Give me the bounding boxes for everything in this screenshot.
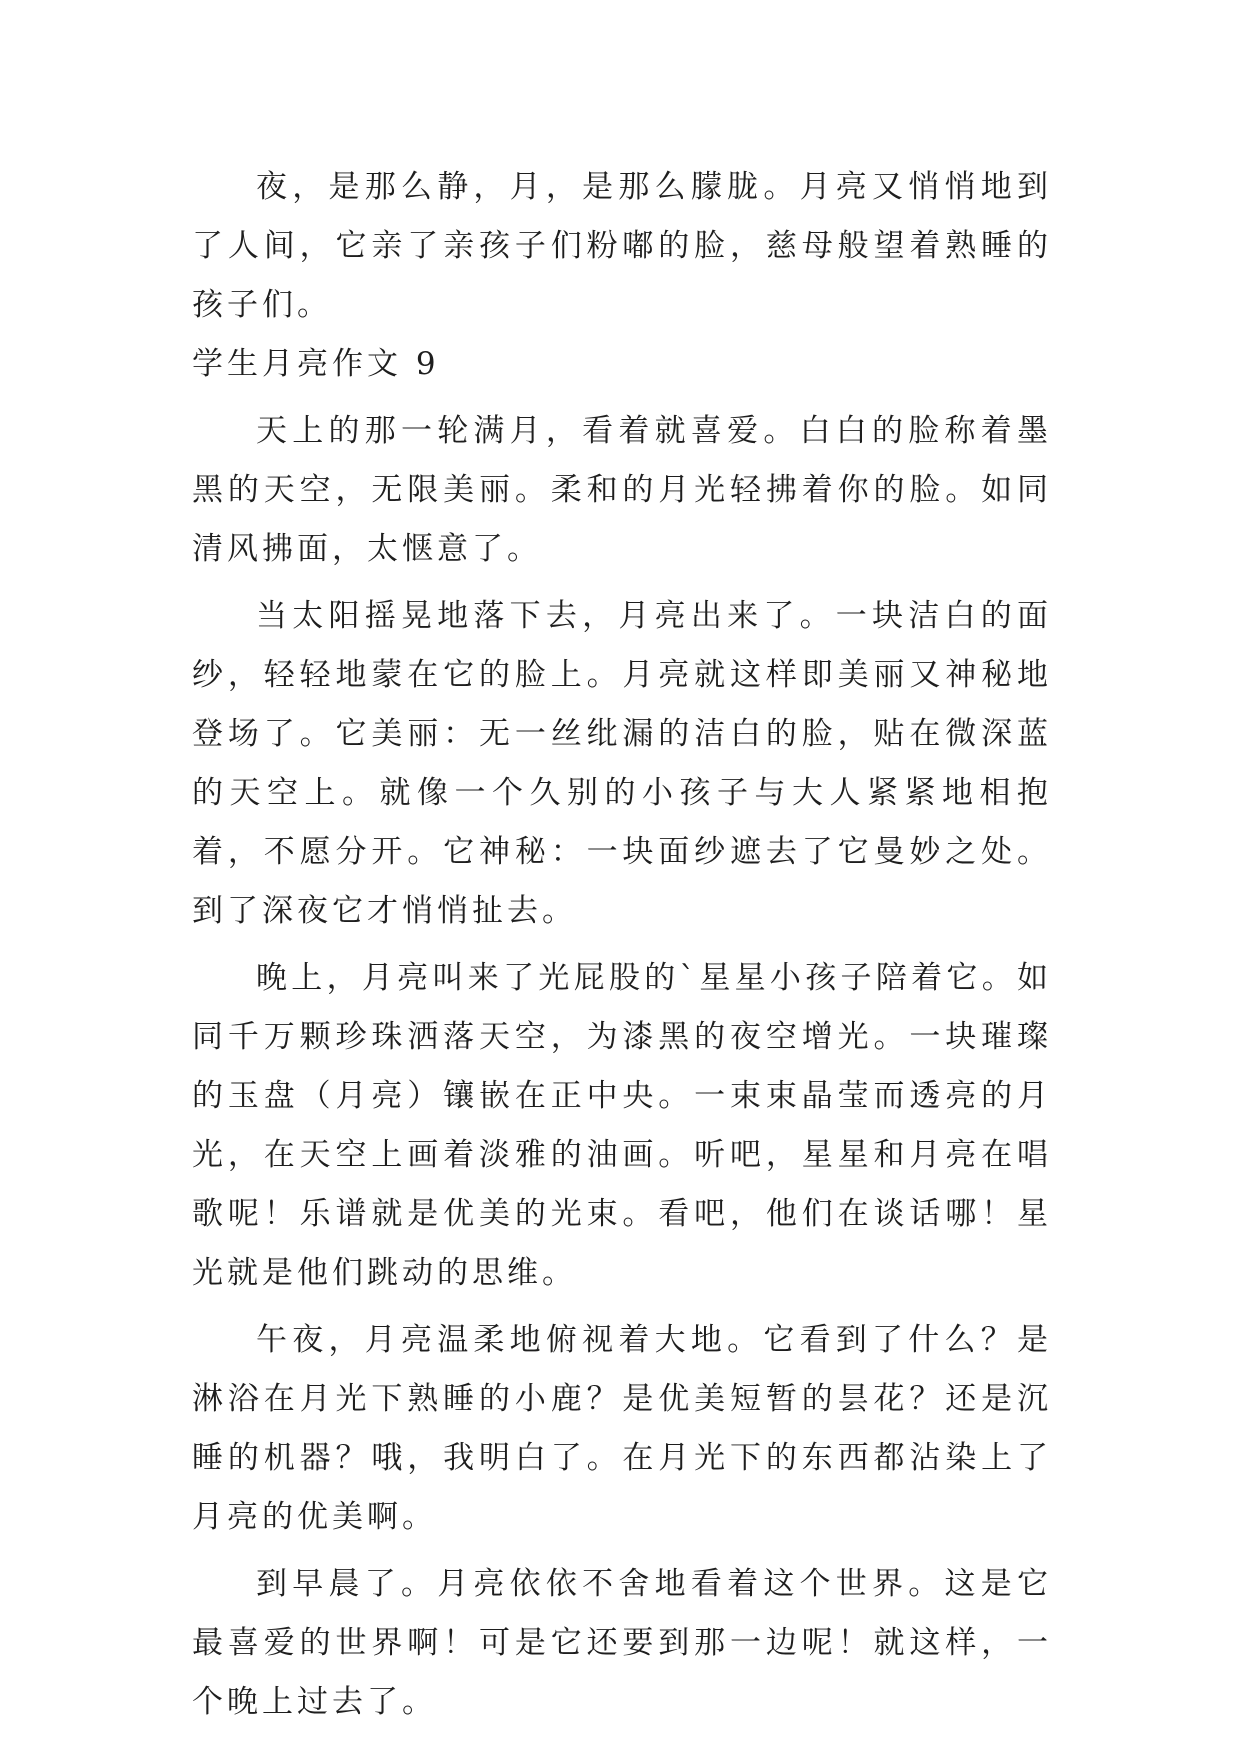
paragraph-1: 夜，是那么静，月，是那么朦胧。月亮又悄悄地到了人间，它亲了亲孩子们粉嘟的脸，慈母般望着熟睡的孩子们。 — [192, 169, 1052, 323]
paragraph-2: 天上的那一轮满月，看着就喜爱。白白的脸称着墨黑的天空，无限美丽。柔和的月光轻拂着你的脸。如同清风拂面，太惬意了。 — [192, 413, 1052, 567]
paragraph-5: 午夜，月亮温柔地俯视着大地。它看到了什么？是淋浴在月光下熟睡的小鹿？是优美短暂的昙花？还是沉睡的机器？哦，我明白了。在月光下的东西都沾染上了月亮的优美啊。 — [192, 1322, 1052, 1535]
document-body — [192, 158, 1052, 1732]
paragraph-4: 晚上，月亮叫来了光屁股的`星星小孩子陪着它。如同千万颗珍珠洒落天空，为漆黑的夜空增光。一块璀璨的玉盘（月亮）镶嵌在正中央。一束束晶莹而透亮的月光，在天空上画着淡雅的油画。听吧，星星和月亮在唱歌呢！乐谱就是优美的光束。看吧，他们在谈话哪！星光就是他们跳动的思维。 — [192, 960, 1052, 1291]
paragraph-6: 到早晨了。月亮依依不舍地看着这个世界。这是它最喜爱的世界啊！可是它还要到那一边呢！就这样，一个晚上过去了。 — [192, 1566, 1052, 1720]
paragraph-3: 当太阳摇晃地落下去，月亮出来了。一块洁白的面纱，轻轻地蒙在它的脸上。月亮就这样即美丽又神秘地登场了。它美丽：无一丝纰漏的洁白的脸，贴在微深蓝的天空上。就像一个久别的小孩子与大人紧紧地相抱着，不愿分开。它神秘：一块面纱遮去了它曼妙之处。到了深夜它才悄悄扯去。 — [192, 598, 1052, 929]
section-heading: 学生月亮作文 9 — [192, 346, 440, 382]
